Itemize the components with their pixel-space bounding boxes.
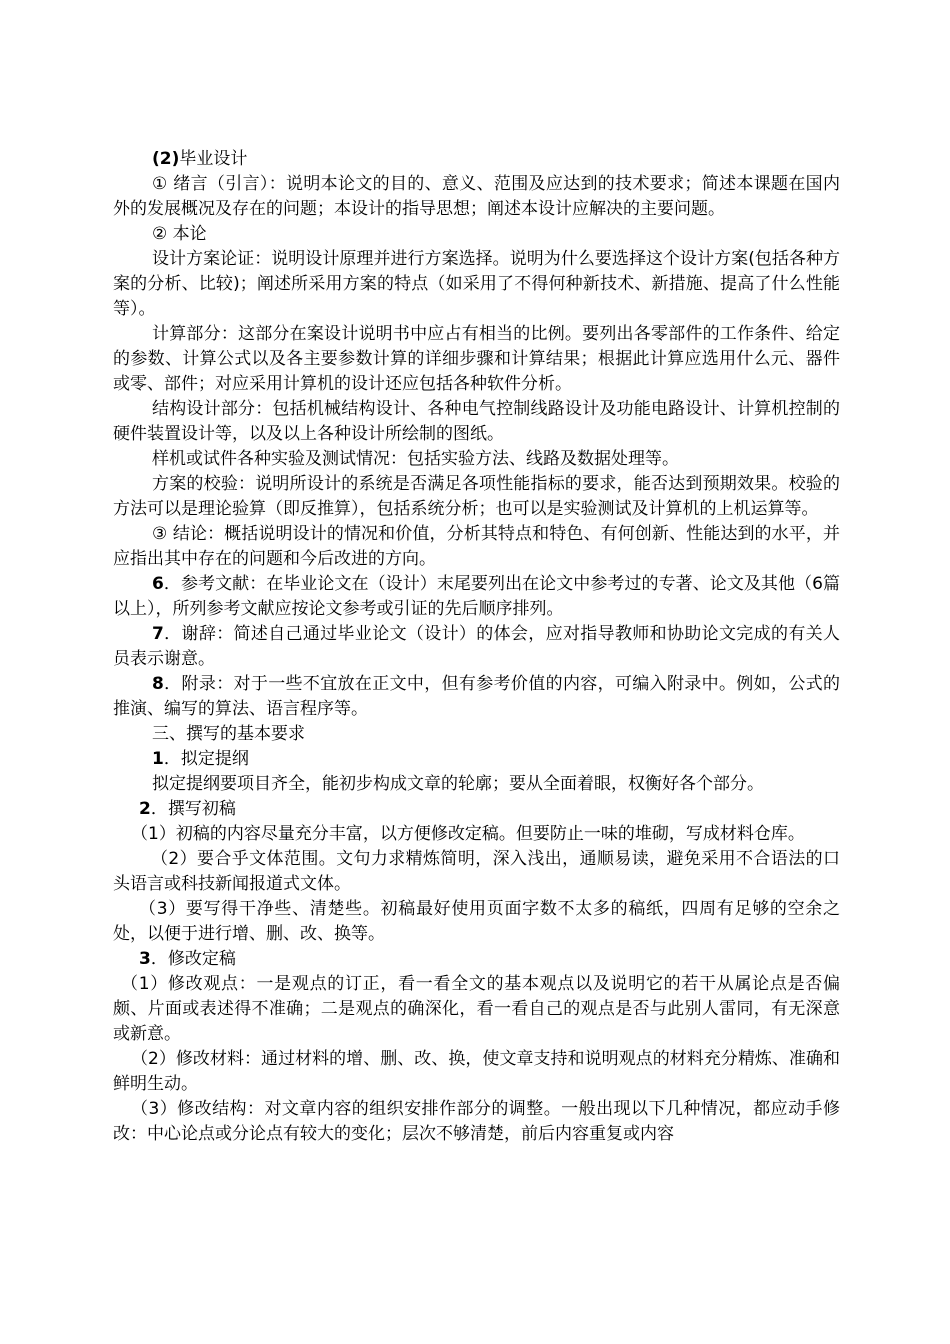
paragraph-prototype-test: 样机或试件各种实验及测试情况：包括实验方法、线路及数据处理等。 <box>152 449 679 469</box>
paragraph-revise-structure: （3）修改结构：对文章内容的组织安排作部分的调整。一般出现以下几种情况，都应动手修改：中心论点或分论点有较大的变化；层次不够清楚，前后内容重复或内容 <box>113 1099 840 1144</box>
paragraph-outline: 拟定提纲要项目齐全，能初步构成文章的轮廓；要从全面着眼，权衡好各个部分。 <box>152 774 764 794</box>
paragraph-appendix: 8．附录：对于一些不宜放在正文中，但有参考价值的内容，可编入附录中。例如，公式的推演、编写的算法、语言程序等。 <box>113 674 840 719</box>
paragraph-references: 6．参考文献：在毕业论文在（设计）末尾要列出在论文中参考过的专著、论文及其他（6篇以上），所列参考文献应按论文参考或引证的先后顺序排列。 <box>113 574 840 619</box>
paragraph-design-scheme: 设计方案论证：说明设计原理并进行方案选择。说明为什么要选择这个设计方案(包括各种方案的分析、比较)；阐述所采用方案的特点（如采用了不得何种新技术、新措施、提高了什么性能等）。 <box>113 249 840 319</box>
heading-basic-requirements: 三、撰写的基本要求 <box>152 724 305 744</box>
paragraph-calculation: 计算部分：这部分在案设计说明书中应占有相当的比例。要列出各零部件的工作条件、给定的参数、计算公式以及各主要参数计算的详细步骤和计算结果；根据此计算应选用什么元、器件或零、部件；对应采用计算机的设计还应包括各种软件分析。 <box>113 324 840 394</box>
heading-revise: 3．修改定稿 <box>139 949 236 969</box>
paragraph-introduction: ① 绪言（引言）：说明本论文的目的、意义、范围及应达到的技术要求；简述本课题在国内外的发展概况及存在的问题；本设计的指导思想；阐述本设计应解决的主要问题。 <box>113 174 840 219</box>
heading-main-body: ② 本论 <box>152 224 207 244</box>
paragraph-conclusion: ③ 结论：概括说明设计的情况和价值，分析其特点和特色、有何创新、性能达到的水平，并应指出其中存在的问题和今后改进的方向。 <box>113 524 840 569</box>
paragraph-draft-3: （3）要写得干净些、清楚些。初稿最好使用页面字数不太多的稿纸，四周有足够的空余之处，以便于进行增、删、改、换等。 <box>113 899 840 944</box>
paragraph-structure-design: 结构设计部分：包括机械结构设计、各种电气控制线路设计及功能电路设计、计算机控制的硬件装置设计等，以及以上各种设计所绘制的图纸。 <box>113 399 840 444</box>
paragraph-revise-material: （2）修改材料：通过材料的增、删、改、换，使文章支持和说明观点的材料充分精炼、准确和鲜明生动。 <box>113 1049 840 1094</box>
document-page <box>113 147 840 1147</box>
paragraph-acknowledgements: 7．谢辞：简述自己通过毕业论文（设计）的体会，应对指导教师和协助论文完成的有关人员表示谢意。 <box>113 624 840 669</box>
heading-outline: 1．拟定提纲 <box>152 749 249 769</box>
paragraph-revise-viewpoint: （1）修改观点：一是观点的订正，看一看全文的基本观点以及说明它的若干从属论点是否偏颇、片面或表述得不准确；二是观点的确深化，看一看自己的观点是否与此别人雷同，有无深意或新意。 <box>113 974 840 1044</box>
paragraph-draft-1: （1）初稿的内容尽量充分丰富，以方便修改定稿。但要防止一味的堆砌，写成材料仓库。 <box>131 824 805 844</box>
heading-first-draft: 2．撰写初稿 <box>139 799 236 819</box>
paragraph-scheme-verification: 方案的校验：说明所设计的系统是否满足各项性能指标的要求，能否达到预期效果。校验的方法可以是理论验算（即反推算），包括系统分析；也可以是实验测试及计算机的上机运算等。 <box>113 474 840 519</box>
paragraph-draft-2: （2）要合乎文体范围。文句力求精炼简明，深入浅出，通顺易读，避免采用不合语法的口头语言或科技新闻报道式文体。 <box>113 849 840 894</box>
heading-graduation-design: (2)毕业设计 <box>152 149 248 169</box>
